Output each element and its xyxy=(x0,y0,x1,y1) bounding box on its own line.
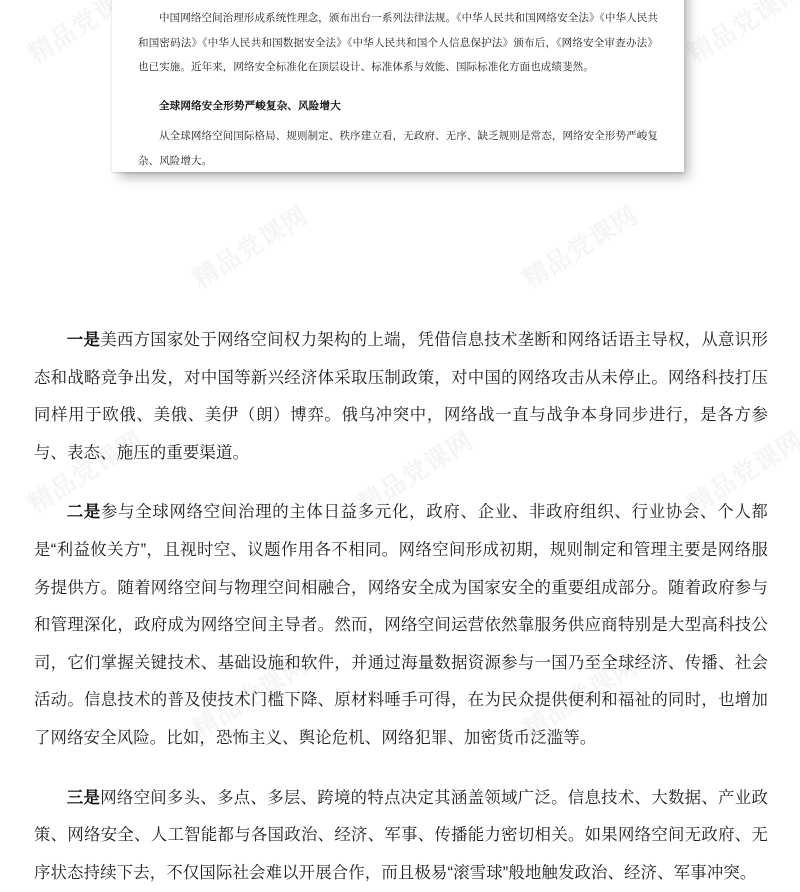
body-paragraph-1-text: 美西方国家处于网络空间权力架构的上端，凭借信息技术垄断和网络话语主导权，从意识形态和战略竞争出发，对中国等新兴经济体采取压制政策，对中国的网络攻击从未停止。网络科技打压同样用于欧俄、美俄、美伊（朗）博弈。俄乌冲突中，网络战一直与战争本身同步进行，是各方参与、表态、施压的重要渠道。 xyxy=(34,331,768,462)
watermark-text xyxy=(185,196,314,295)
body-paragraph-3 xyxy=(34,780,768,892)
body-paragraph-2 xyxy=(34,494,768,757)
watermark-text xyxy=(515,196,644,295)
scanned-document-card xyxy=(112,0,684,172)
body-paragraph-3-text: 网络空间多头、多点、多层、跨境的特点决定其涵盖领域广泛。信息技术、大数据、产业政策、网络安全、人工智能都与各国政治、经济、军事、传播能力密切相关。如果网络空间无政府、无序状态持续下去，不仅国际社会难以开展合作，而且极易“滚雪球”般地触发政治、经济、军事冲突。 xyxy=(34,788,768,882)
body-paragraph-3-lead: 三是 xyxy=(66,788,101,807)
article-body xyxy=(34,322,768,892)
body-paragraph-1 xyxy=(34,322,768,472)
body-paragraph-2-lead: 二是 xyxy=(66,503,102,522)
card-section-heading: 全球网络安全形势严峻复杂、风险增大 xyxy=(159,99,341,112)
body-paragraph-2-text: 参与全球网络空间治理的主体日益多元化，政府、企业、非政府组织、行业协会、个人都是“利益攸关方”，且视时空、议题作用各不相同。网络空间形成初期，规则制定和管理主要是网络服务提供方。随着网络空间与物理空间相融合，网络安全成为国家安全的重要组成部分。随着政府参与和管理深化，政府成为网络空间主导者。然而，网络空间运营依然靠服务供应商特别是大型高科技公司，它们掌握关键技术、基础设施和软件，并通过海量数据资源参与一国乃至全球经济、传播、社会活动。信息技术的普及使技术门槛下降、原材料唾手可得，在为民众提供便利和福祉的同时，也增加了网络安全风险。比如，恐怖主义、舆论危机、网络犯罪、加密货币泛滥等。 xyxy=(34,503,768,747)
card-paragraph-global-situation: 从全球网络空间国际格局、规则制定、秩序建立看，无政府、无序、缺乏规则是常态，网络安全形势严峻复杂、风险增大。 xyxy=(138,130,658,167)
watermark-text xyxy=(680,0,800,71)
card-paragraph-governance: 中国网络空间治理形成系统性理念，颁布出台一系列法律法规。《中华人民共和国网络安全法》《中华人民共和国密码法》《中华人民共和国数据安全法》《中华人民共和国个人信息保护法》颁布后，《网络安全审查办法》也已实施。近年来，网络安全标准化在顶层设计、标准体系与效能、国际标准化方面也成绩斐然。 xyxy=(138,12,658,73)
scanned-document-content xyxy=(112,0,684,172)
body-paragraph-1-lead: 一是 xyxy=(66,331,101,349)
